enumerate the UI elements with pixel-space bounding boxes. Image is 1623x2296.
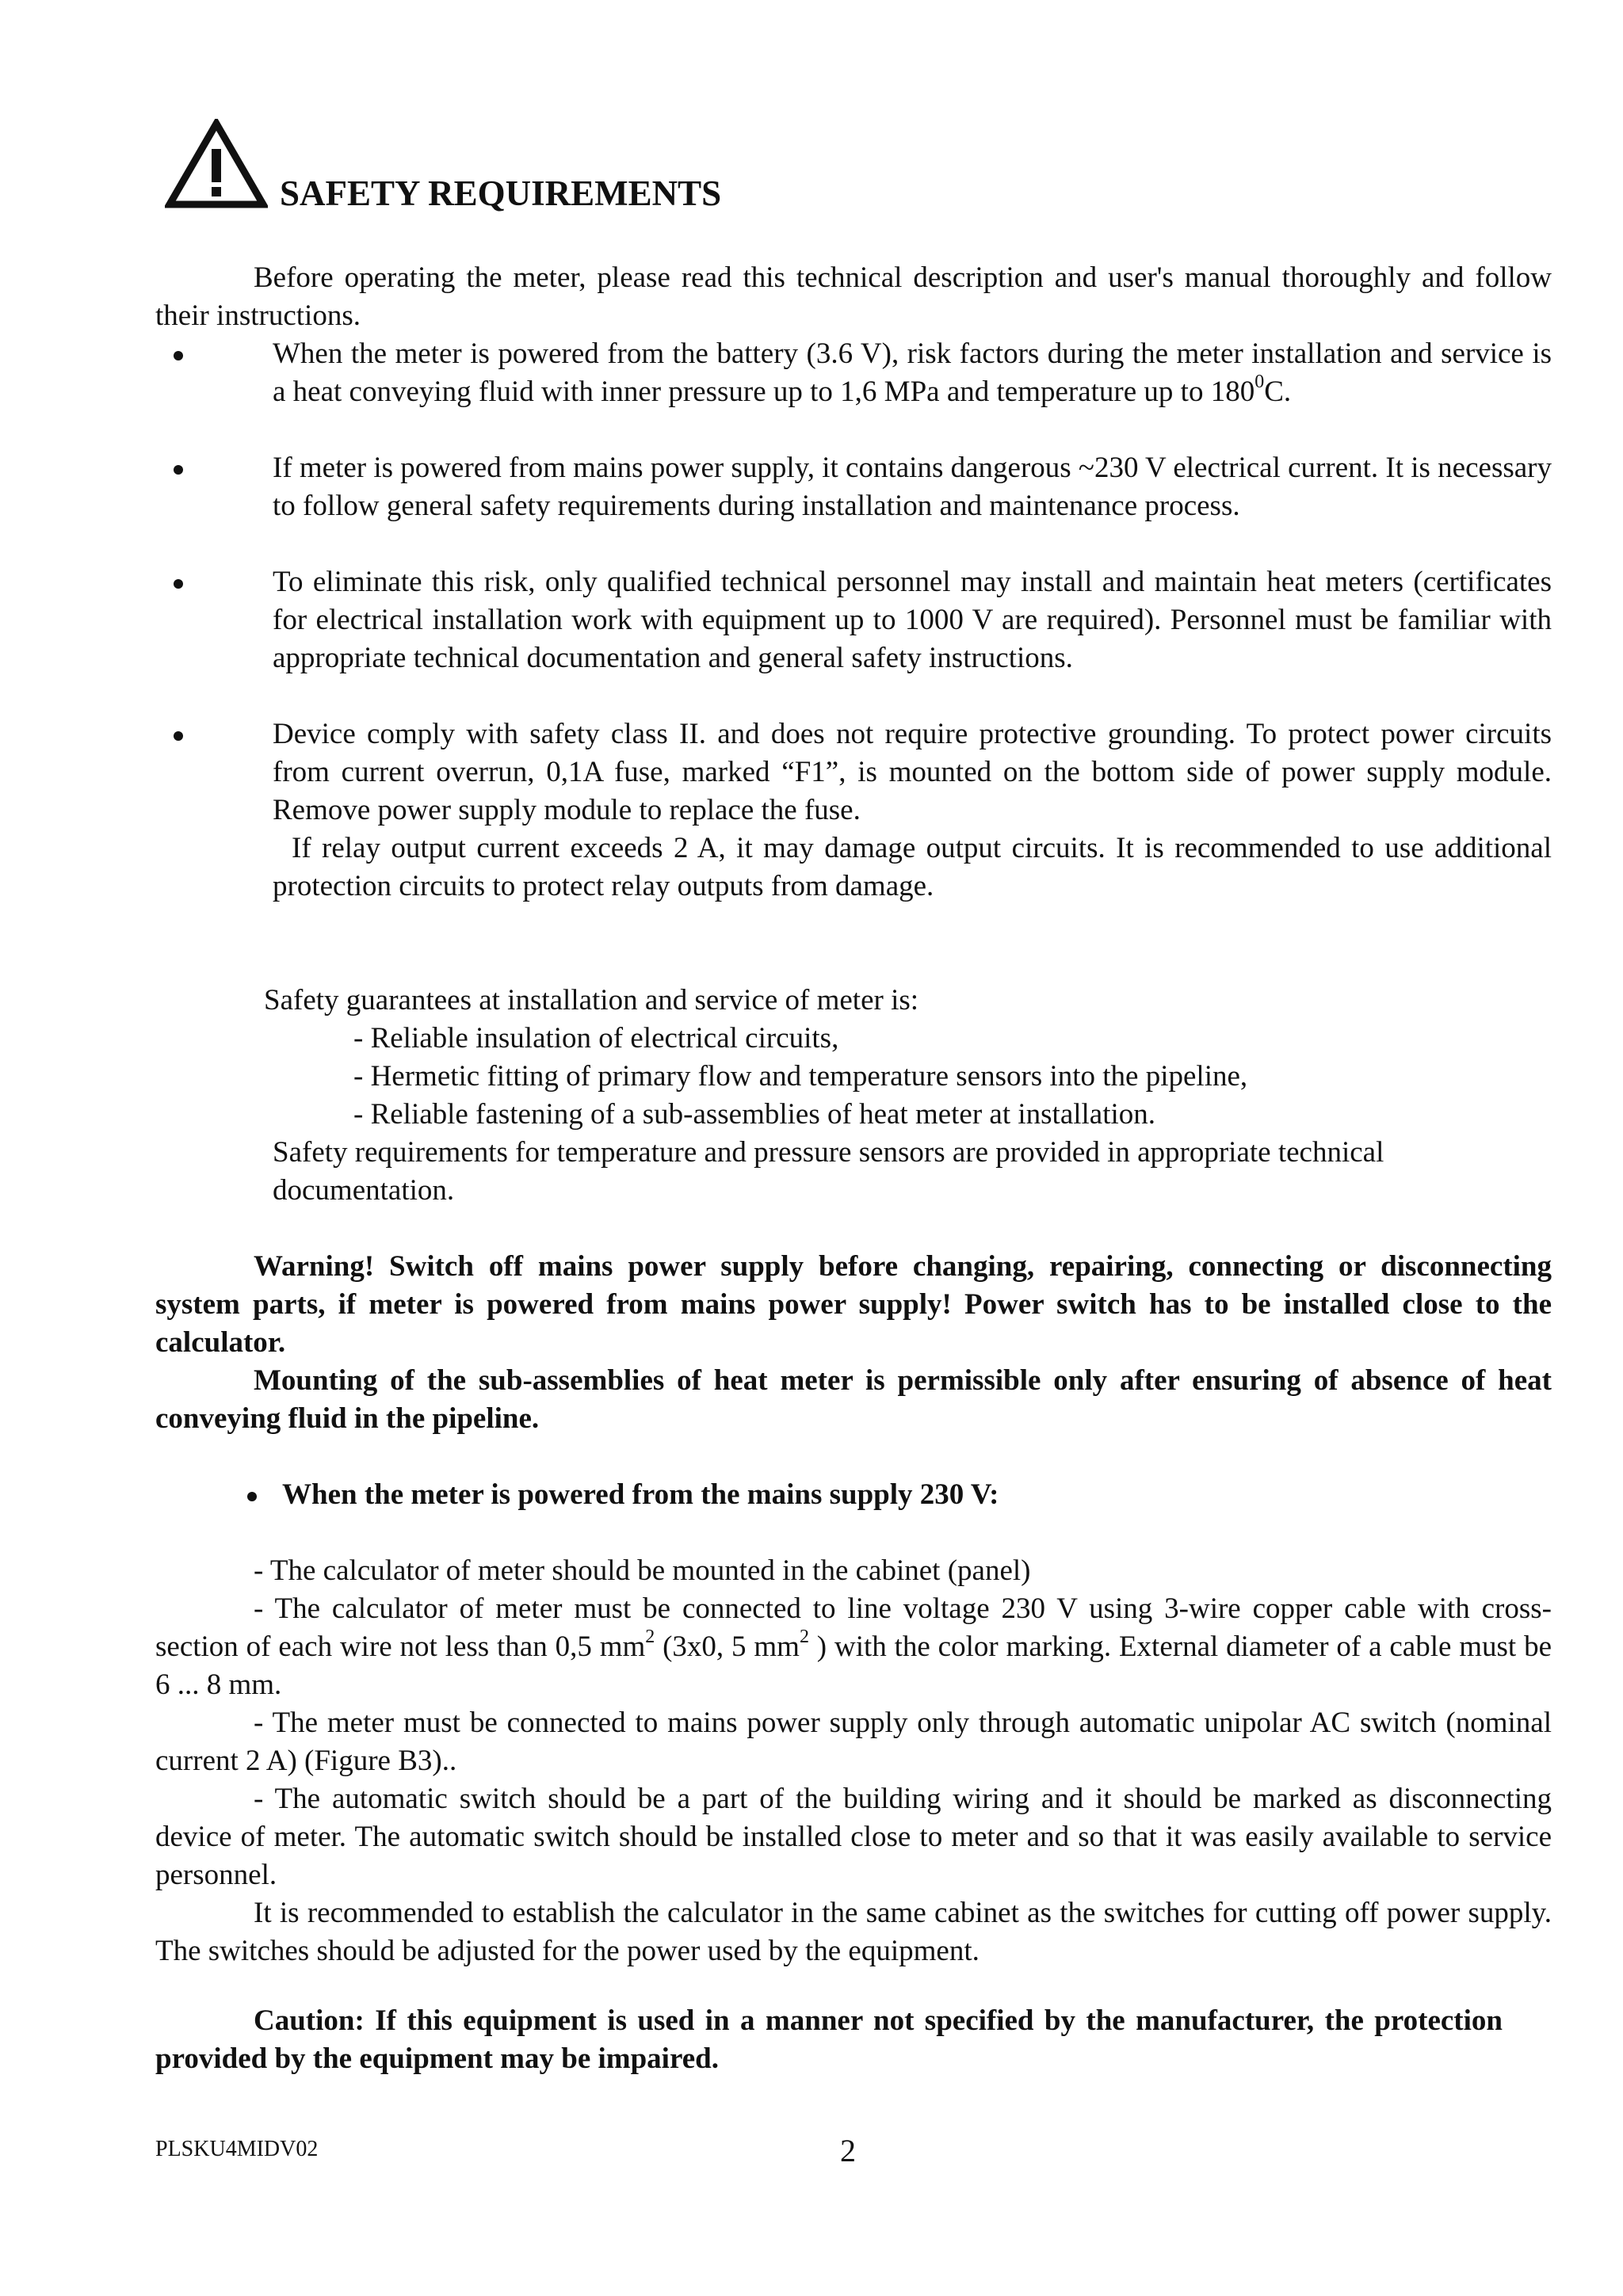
mains-cable-text: - The calculator of meter must be connected to line voltage 230 V using 3-wire copper cable with cross-section of each wire not less than 0,5 mm xyxy=(155,1592,1552,1663)
bullet-class2 xyxy=(155,715,1552,830)
mains-cable-text-3: ) with the color marking. External diameter of a cable must be 6 ... 8 mm. xyxy=(155,1630,1552,1701)
mains-recommend: It is recommended to establish the calculator in the same cabinet as the switches for cutting off power supply. The switches should be adjusted for the power used by the equipment. xyxy=(155,1897,1552,1967)
intro-text: Before operating the meter, please read this technical description and user's manual thoroughly and follow their instructions. xyxy=(155,261,1552,332)
warning-section xyxy=(155,1248,1552,1438)
bullet-mains-text: If meter is powered from mains power supply, it contains dangerous ~230 V electrical current. It is necessary to follow general safety requirements during installation and maintenance process. xyxy=(273,452,1552,522)
intro-paragraph xyxy=(155,259,1552,335)
page-title: SAFETY REQUIREMENTS xyxy=(280,174,722,213)
bullet-list xyxy=(155,335,1552,906)
bullet-mains xyxy=(155,449,1552,525)
bullet-dot xyxy=(174,465,183,475)
guarantee-item: - Reliable fastening of a sub-assemblies of heat meter at installation. xyxy=(353,1098,1156,1131)
bullet-dot xyxy=(174,351,183,360)
mains-automatic: - The automatic switch should be a part of the building wiring and it should be marked as disconnecting device of meter. The automatic switch should be installed close to meter and so that it was easily available to service personnel. xyxy=(155,1783,1552,1891)
mains-section xyxy=(155,1476,1552,1970)
mains-heading xyxy=(155,1476,1552,1514)
document-code: PLSKU4MIDV02 xyxy=(155,2137,319,2161)
mains-cabinet: - The calculator of meter should be mounted in the cabinet (panel) xyxy=(254,1554,1031,1587)
bullet-qualified xyxy=(155,563,1552,677)
bullet-dot xyxy=(174,731,183,741)
section-header xyxy=(165,119,1116,214)
bullet-battery-text: When the meter is powered from the battery (3.6 V), risk factors during the meter installation and service is a heat conveying fluid with inner pressure up to 1,6 MPa and temperature up to 180 xyxy=(273,338,1552,408)
page-number: 2 xyxy=(840,2133,856,2168)
mains-switch: - The meter must be connected to mains power supply only through automatic unipolar AC switch (nominal current 2 A) (Figure B3).. xyxy=(155,1707,1552,1777)
squared-superscript: 2 xyxy=(799,1626,809,1647)
degree-superscript: 0 xyxy=(1254,371,1265,392)
mounting-text: Mounting of the sub-assemblies of heat meter is permissible only after ensuring of absence of heat conveying fluid in the pipeline. xyxy=(155,1364,1552,1435)
guarantee-item: - Hermetic fitting of primary flow and temperature sensors into the pipeline, xyxy=(353,1060,1248,1093)
bullet-battery xyxy=(155,335,1552,411)
bullet-dot xyxy=(247,1492,257,1501)
bullet-qualified-text: To eliminate this risk, only qualified technical personnel may install and maintain heat meters (certificates for electrical installation work with equipment up to 1000 V are required). Personnel must be familiar with appropriate technical documentation and general safety instructions. xyxy=(273,566,1552,674)
squared-superscript: 2 xyxy=(645,1626,655,1647)
warning-triangle-icon xyxy=(165,119,268,210)
relay-note: If relay output current exceeds 2 A, it may damage output circuits. It is recommended to use additional protection circuits to protect relay outputs from damage. xyxy=(273,832,1552,902)
caution-text: Caution: If this equipment is used in a manner not specified by the manufacturer, the protection provided by the equipment may be impaired. xyxy=(155,2004,1503,2075)
bullet-battery-unit: C. xyxy=(1264,376,1292,408)
warning-text: Warning! Switch off mains power supply before changing, repairing, connecting or disconnecting system parts, if meter is powered from mains power supply! Power switch has to be installed close to the calculator. xyxy=(155,1250,1552,1359)
caution-section xyxy=(155,2002,1503,2078)
guarantees-note: Safety requirements for temperature and pressure sensors are provided in appropriate technical documentation. xyxy=(273,1136,1384,1207)
guarantees-lead: Safety guarantees at installation and service of meter is: xyxy=(264,984,919,1016)
mains-cable-text-2: (3x0, 5 mm xyxy=(655,1630,800,1663)
bullet-dot xyxy=(174,579,183,589)
mains-heading-text: When the meter is powered from the mains supply 230 V: xyxy=(282,1478,999,1511)
bullet-class2-text: Device comply with safety class II. and does not require protective grounding. To protect power circuits from current overrun, 0,1A fuse, marked “F1”, is mounted on the bottom side of power supply module. Remove power supply module to replace the fuse. xyxy=(273,718,1552,826)
guarantees-section xyxy=(155,982,1552,1210)
guarantee-item: - Reliable insulation of electrical circuits, xyxy=(353,1022,839,1055)
